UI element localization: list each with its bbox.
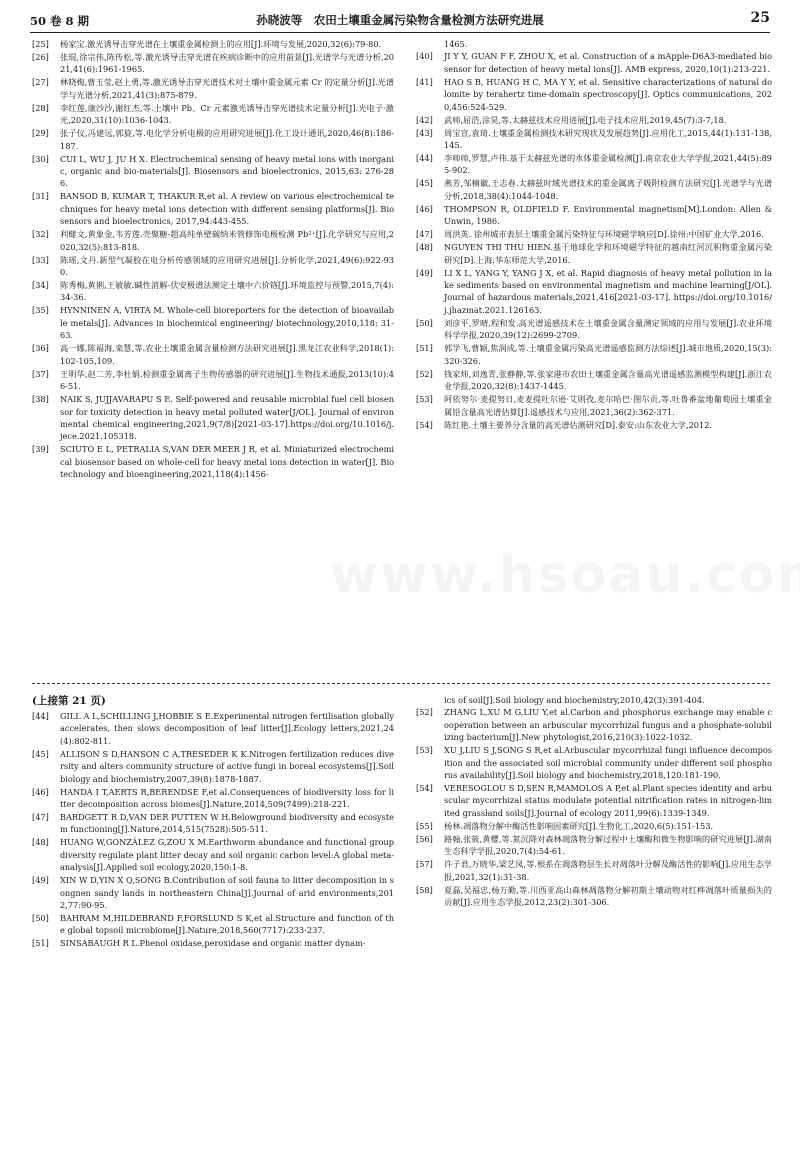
reference-text: THOMPSON R, OLDFIELD F. Environmental magnetism[M].London: Allen & Unwin, 1986. — [444, 203, 772, 227]
reference-entry — [416, 50, 772, 75]
reference-text: 陈瑶,文丹.新型气凝胶在电分析传感领域的应用研究进展[J].分析化学,2021,49(6):922-930. — [60, 254, 394, 278]
reference-number: [39] — [32, 444, 49, 455]
reference-entry — [32, 228, 394, 253]
reference-number: [52] — [416, 368, 433, 379]
reference-entry — [416, 114, 772, 126]
reference-entry — [32, 443, 394, 480]
reference-entry — [32, 368, 394, 393]
reference-number: [50] — [416, 317, 433, 328]
reference-entry — [32, 279, 394, 304]
reference-number: [27] — [32, 77, 49, 88]
reference-text: 杨林.凋落物分解中酶活性影响因素研究[J].生物化工,2020,6(5):151-153. — [444, 820, 714, 831]
reference-entry — [32, 190, 394, 227]
reference-number: [41] — [416, 76, 433, 87]
reference-entry — [32, 127, 394, 152]
reference-number: [31] — [32, 191, 49, 202]
reference-entry — [416, 884, 772, 909]
reference-text: BARDGETT R D,VAN DER PUTTEN W H.Belowground biodiversity and ecosystem functioning[J].Nature,2014,515(7528):505-511. — [60, 812, 394, 835]
reference-number: [35] — [32, 305, 49, 316]
reference-text: NGUYEN THI THU HIEN.基于地球化学和环境磁学特征的越南红河沉积物重金属污染研究[D].上海:华东师范大学,2016. — [444, 242, 772, 265]
reference-number: [46] — [32, 786, 49, 797]
reference-entry — [32, 937, 394, 949]
reference-entry — [416, 76, 772, 113]
reference-text: 武帅,屈浩,涂昊,等.太赫兹技术应用进展[J].电子技术应用,2019,45(7):3-7,18. — [444, 114, 727, 125]
reference-text: 阿依努尔·麦提努日,麦麦提吐尔逊·艾则孜,麦尔哈巴·图尔贡,等.吐鲁番盆地葡萄园土壤重金属铅含量高光谱估算[J].遥感技术与应用,2021,36(2):362-371. — [444, 394, 772, 417]
section-divider — [32, 683, 770, 684]
reference-entry — [416, 127, 772, 152]
reference-entry — [32, 748, 394, 785]
reference-entry — [32, 51, 394, 76]
reference-entry — [32, 874, 394, 911]
reference-entry — [416, 267, 772, 317]
reference-text: BAHRAM M,HILDEBRAND F,FORSLUND S K,et al.Structure and function of the global topsoil microbiome[J].Nature,2018,560(7717):233-237. — [60, 913, 394, 936]
reference-text: 周洪英. 徐州城市表层土壤重金属污染特征与环境磁学响应[D].徐州:中国矿业大学,2016. — [444, 229, 764, 240]
reference-number: [52] — [416, 707, 433, 718]
reference-entry — [32, 393, 394, 443]
reference-text: 周宝宣,袁琦.土壤重金属检测技术研究现状及发展趋势[J].应用化工,2015,44(1):131-138,145. — [444, 127, 772, 151]
reference-entry — [32, 912, 394, 937]
reference-text: 陈红艳.土壤主要养分含量的高光谱估测研究[D].泰安:山东农业大学,2012. — [444, 419, 713, 430]
reference-text: 郭学飞,曹颖,焦润成,等.土壤重金属污染高光谱遥感监测方法综述[J].城市地质,2020,15(3):320-326. — [444, 343, 772, 366]
reference-number: [33] — [32, 254, 49, 265]
references-top-right — [416, 38, 772, 674]
reference-continuation: 1465. — [444, 39, 468, 49]
reference-number: [38] — [32, 394, 49, 405]
reference-text: 王明华,赵二芳,李杜娟.检测重金属离子生物传感器的研究进展[J].生物技术通报,2013(10):46-51. — [60, 368, 394, 392]
reference-number: [44] — [32, 711, 49, 721]
reference-text: GILL A L,SCHILLING J,HOBBIE S E.Experimental nitrogen fertilisation globally accelerates, then slows decomposition of leaf litter[J].Ecology letters,2021,24(4):802-811. — [60, 711, 394, 746]
reference-number: [48] — [416, 242, 433, 253]
reference-number: [34] — [32, 280, 49, 291]
reference-text: 杨家宝.激光诱导击穿光谱在土壤重金属检测上的应用[J].环境与发展,2020,32(6):79-80. — [60, 39, 382, 49]
references-bottom-right — [416, 694, 772, 1160]
reference-entry — [416, 203, 772, 228]
continued-from-label: (上接第 21 页) — [32, 695, 106, 707]
reference-text: SINSABAUGH R L.Phenol oxidase,peroxidase and organic matter dynam- — [60, 938, 366, 949]
reference-entry — [416, 228, 772, 240]
reference-number: [50] — [32, 913, 49, 924]
references-top-left — [32, 38, 394, 674]
reference-text: BANSOD B, KUMAR T, THAKUR R,et al. A review on various electrochemical techniques for heavy metal ions detection with different sensing platforms[J]. Biosensors and bioelectronics, 2017,94:443-455. — [60, 191, 394, 227]
reference-number: [30] — [32, 153, 49, 164]
reference-number: [49] — [416, 267, 433, 278]
reference-entry — [32, 710, 394, 747]
reference-entry — [416, 858, 772, 883]
reference-number: [29] — [32, 128, 49, 139]
reference-entry — [32, 304, 394, 341]
reference-entry — [416, 393, 772, 418]
reference-number: [44] — [416, 153, 433, 164]
reference-text: VERESOGLOU S D,SEN R,MAMOLOS A P,et al.Plant species identity and arbuscular mycorrhizal status modulate potential nitrification rates in nitrogen-limited grassland soils[J].Journal of ecology 2011,99(6):1339-1349. — [444, 783, 772, 818]
reference-number: [48] — [32, 837, 49, 848]
running-title: 孙晓波等 农田土壤重金属污染物含量检测方法研究进展 — [256, 13, 544, 27]
reference-text: HUANG W,GONZÁLEZ G,ZOU X M.Earthworm abundance and functional group diversity regulate plant litter decay and soil organic carbon level:A global meta-analysis[J].Applied soil ecology,2020,150:1-8. — [60, 837, 394, 873]
page-number: 25 — [750, 10, 770, 26]
reference-entry — [416, 820, 772, 832]
reference-number: [51] — [32, 938, 49, 949]
reference-entry — [416, 152, 772, 177]
reference-entry — [416, 177, 772, 202]
reference-number: [54] — [416, 419, 433, 430]
reference-number: [53] — [416, 745, 433, 756]
reference-entry — [416, 833, 772, 858]
reference-entry — [32, 38, 394, 50]
reference-number: [25] — [32, 39, 49, 49]
reference-number: [58] — [416, 884, 433, 895]
reference-text: HAO S B, HUANG H C, MA Y Y, et al. Sensitive characterizations of natural dolomite by terahertz time-domain spectroscopy[J]. Optics communications, 2020,456:524-529. — [444, 76, 772, 112]
reference-entry — [32, 836, 394, 873]
reference-text: ZHANG L,XU M G,LIU Y,et al.Carbon and phosphorus exchange may enable cooperation between an arbuscular mycorrhizal fungus and a phosphate-solubilizing bacterium[J].New phytologist,2016,210(3):1022-1032. — [444, 707, 772, 743]
reference-number: [49] — [32, 875, 49, 886]
reference-number: [54] — [416, 783, 433, 794]
reference-text: ALLISON S D,HANSON C A,TRESEDER K K.Nitrogen fertilization reduces diversity and alters community structure of active fungi in boreal ecosystems[J].Soil biology and biochemistry,2007,39(8):1878-1887. — [60, 748, 394, 784]
reference-number: [47] — [416, 229, 433, 240]
reference-text: XIN W D,YIN X Q,SONG B.Contribution of soil fauna to litter decomposition in songnen sandy lands in northeastern China[J].Journal of arid environments,2012,77:90-95. — [60, 875, 394, 911]
reference-text: 高一娜,陈福海,栾慧,等.农业土壤重金属含量检测方法研究进展[J].黑龙江农业科学,2018(1):102-105,109. — [60, 343, 394, 366]
reference-entry — [416, 317, 772, 342]
reference-text: 陈秀梅,黄俐,王敏敏.碱性消解-伏安极谱法测定土壤中六价铬[J].环境监控与预警,2015,7(4):34-36. — [60, 280, 394, 303]
reference-text: XU J,LIU S J,SONG S R,et al.Arbuscular mycorrhizal fungi influence decomposition and the associated soil microbial community under different soil phosphorus availability[J].Soil biology and biochemistry,2018,120:181-190. — [444, 745, 772, 781]
reference-number: [56] — [416, 833, 433, 844]
volume-issue: 50 卷 8 期 — [30, 14, 90, 28]
reference-number: [37] — [32, 368, 49, 379]
reference-entry — [32, 786, 394, 811]
reference-entry — [416, 706, 772, 743]
references-bottom-left — [32, 710, 394, 1160]
reference-entry — [416, 368, 772, 393]
reference-text: 李红莲,康沙沙,谢红杰,等.土壤中 Pb、Cr 元素激光诱导击穿光谱技术定量分析[J].光电子·激光,2020,31(10):1036-1043. — [60, 102, 394, 126]
reference-text: 张琨,徐宗伟,陈传松,等.激光诱导击穿光谱在疾病诊断中的应用前景[J].光谱学与光谱分析,2021,41(6):1961-1965. — [60, 52, 394, 75]
reference-entry — [32, 76, 394, 101]
reference-text: 刘彦平,罗晴,程和发.高光谱遥感技术在土壤重金属含量测定领域的应用与发展[J].农业环境科学学报,2020,39(12):2699-2709. — [444, 317, 772, 341]
reference-text: 李帅帅,罗慧,卢伟.基于太赫兹光谱的水体重金属检测[J].南京农业大学学报,2021,44(5):895-902. — [444, 153, 772, 176]
reference-number: [53] — [416, 394, 433, 405]
reference-text: HYNNINEN A, VIRTA M. Whole-cell bioreporters for the detection of bioavailable metals[J]. Advances in biochemical engineering/ biotechnology,2010,118: 31-63. — [60, 305, 394, 341]
reference-number: [46] — [416, 203, 433, 214]
reference-text: 利健文,黄象金,韦芳莲.壳聚糖-超高纯单壁碳纳米管修饰电极检测 Pb²⁺[J].化学研究与应用,2020,32(5):813-818. — [60, 229, 394, 252]
reference-entry — [416, 419, 772, 431]
reference-number: [36] — [32, 343, 49, 354]
reference-entry — [416, 342, 772, 367]
reference-text: LI X L, YANG Y, YANG J X, et al. Rapid diagnosis of heavy metal pollution in lake sediments based on environmental magnetism and machine learning[J/OL]. Journal of hazardous materials,2021,416[2021-03-17]. https://doi.org/10.1016/j.jhazmat.2021.126163. — [444, 267, 772, 315]
reference-text: HANDA I T,AERTS R,BERENDSE F,et al.Consequences of biodiversity loss for litter decomposition across biomes[J].Nature,2014,509(7499):218-221. — [60, 786, 394, 810]
reference-text: 燕芳,邹楠徽,王志春.太赫兹时域光谱技术的重金属离子吸附检测方法研究[J].光谱学与光谱分析,2018,38(4):1044-1048. — [444, 178, 772, 201]
reference-number: [51] — [416, 343, 433, 354]
reference-number: [28] — [32, 102, 49, 113]
reference-entry — [416, 782, 772, 819]
reference-number: [45] — [32, 748, 49, 759]
reference-number: [43] — [416, 127, 433, 138]
reference-number: [26] — [32, 52, 49, 62]
reference-number: [47] — [32, 812, 49, 823]
reference-continuation: ics of soil[J].Soil biology and biochemistry,2010,42(3):391-404. — [444, 695, 705, 705]
reference-number: [32] — [32, 229, 49, 240]
reference-text: SCIUTO E L, PETRALIA S,VAN DER MEER J R, et al. Miniaturized electrochemical biosensor based on whole-cell for heavy metal ions detection in water[J]. Biotechnology and bioengineering,2021,118(4):1456- — [60, 444, 394, 480]
reference-entry — [416, 241, 772, 266]
reference-text: JI Y Y, GUAN F F, ZHOU X, et al. Construction of a mApple-D6A3-mediated biosensor for detection of heavy metal ions[J]. AMB express, 2020,10(1):213-221. — [444, 51, 772, 74]
reference-entry — [32, 811, 394, 836]
reference-number: [40] — [416, 51, 433, 62]
reference-entry — [32, 254, 394, 279]
reference-entry — [32, 102, 394, 127]
reference-text: 路翰,张筱,黄樱,等.氮沉降对森林凋落物分解过程中土壤酶和微生物影响的研究进展[J].湖南生态科学学报,2020,7(4):54-61. — [444, 833, 772, 857]
reference-entry — [416, 744, 772, 781]
reference-number: [42] — [416, 114, 433, 125]
reference-text: CUI L, WU J, JU H X. Electrochemical sensing of heavy metal ions with inorganic, organic and bio-materials[J]. Biosensors and bioelectronics, 2015,63: 276-286. — [60, 153, 394, 189]
reference-text: 夏磊,吴福忠,杨万勤,等.川西亚高山森林凋落物分解初期土壤动物对红桦凋落叶质量损失的贡献[J].应用生态学报,2012,23(2):301-306. — [444, 884, 772, 908]
reference-number: [45] — [416, 178, 433, 189]
reference-text: 林晓梅,曹玉莹,赵上勇,等.激光诱导击穿光谱技术对土壤中重金属元素 Cr 的定量分析[J].光谱学与光谱分析,2021,41(3):875-879. — [60, 77, 394, 100]
page-header — [30, 10, 770, 33]
reference-text: 许子君,万晓华,梁艺凤,等.根系在凋落物层生长对凋落叶分解及酶活性的影响[J].应用生态学报,2021,32(1):31-38. — [444, 859, 772, 882]
reference-entry — [32, 342, 394, 367]
reference-text: 钱家炜,刘逸青,张静静,等.张家港市农田土壤重金属含量高光谱遥感监测模型构建[J].浙江农业学报,2020,32(8):1437-1445. — [444, 368, 772, 392]
reference-text: 张子仪,冯建远,郭旋,等.电化学分析电极的应用研究进展[J].化工设计通讯,2020,46(8):186-187. — [60, 128, 394, 151]
reference-text: NAIK S, JUJJAVARAPU S E. Self-powered and reusable microbial fuel cell biosensor for toxicity detection in heavy metal polluted water[J/OL]. Journal of environmental chemical engineering,2021,9(7/8)[2021-03-17].https://doi.org/10.1016/j.jece.2021.105318. — [60, 394, 394, 442]
reference-entry — [32, 153, 394, 190]
reference-number: [57] — [416, 859, 433, 870]
reference-number: [55] — [416, 820, 433, 831]
